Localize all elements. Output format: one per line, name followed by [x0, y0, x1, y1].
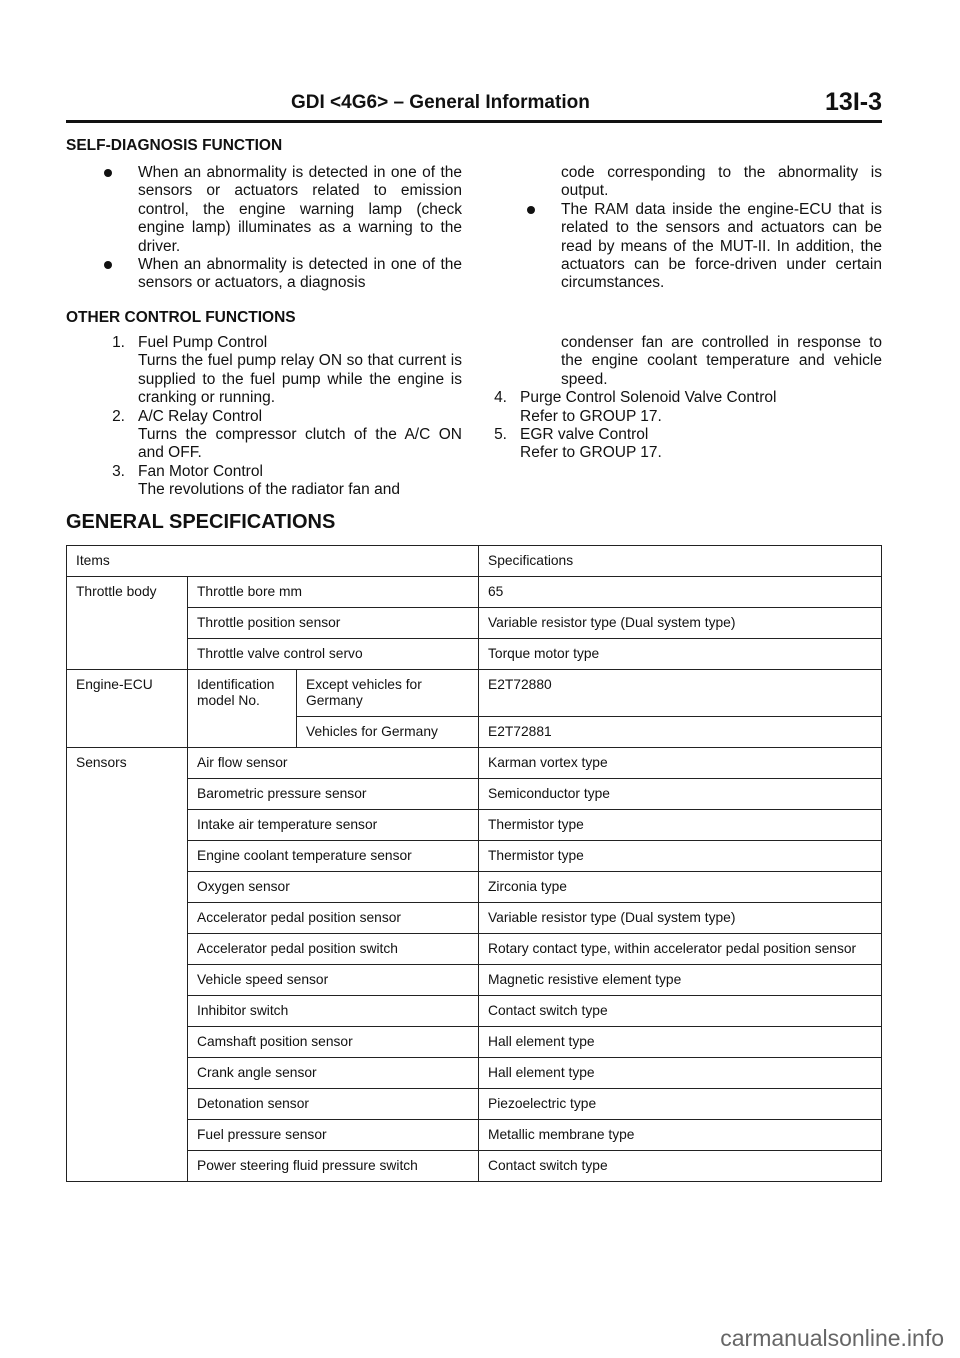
table-row	[67, 1089, 882, 1120]
continued-text	[520, 334, 882, 389]
spec-cell: E2T72881	[479, 717, 882, 748]
item-cell: Power steering fluid pressure switch	[188, 1151, 479, 1182]
item-cell: Crank angle sensor	[188, 1058, 479, 1089]
other-control-heading: OTHER CONTROL FUNCTIONS	[66, 309, 296, 326]
sub-item-cell: Except vehicles for Germany	[297, 670, 479, 717]
item-body: The revolutions of the radiator fan and	[138, 481, 400, 499]
table-row	[67, 748, 882, 779]
item-body: Refer to GROUP 17.	[520, 444, 662, 462]
table-row	[67, 779, 882, 810]
spec-cell: Karman vortex type	[479, 748, 882, 779]
list-item	[97, 164, 462, 256]
table-row	[67, 903, 882, 934]
spec-cell: Semiconductor type	[479, 779, 882, 810]
watermark[interactable]: carmanualsonline.info	[720, 1325, 944, 1351]
table-row	[67, 965, 882, 996]
other-control-right-column	[494, 334, 882, 463]
item-number: 1.	[112, 334, 125, 351]
item-number: 5.	[494, 426, 507, 444]
list-item	[97, 408, 462, 463]
table-row	[67, 1058, 882, 1089]
table-row	[67, 670, 882, 717]
bullet-icon	[527, 206, 535, 214]
spec-cell: Torque motor type	[479, 639, 882, 670]
spec-cell: Thermistor type	[479, 810, 882, 841]
group-cell: Sensors	[67, 748, 188, 1182]
list-item	[97, 256, 462, 293]
item-number: 4.	[494, 389, 507, 407]
continued-text-body: condenser fan are controlled in response to the engine coolant temperature and vehicle speed.	[561, 334, 882, 388]
spec-cell: 65	[479, 577, 882, 608]
spec-cell: Metallic membrane type	[479, 1120, 882, 1151]
self-diagnosis-left-column	[97, 164, 462, 293]
self-diagnosis-right-column	[520, 164, 882, 293]
item-title: EGR valve Control	[520, 426, 649, 444]
item-number: 2.	[112, 407, 125, 425]
item-body: Turns the compressor clutch of the A/C ON and OFF.	[138, 426, 462, 462]
spec-cell: Contact switch type	[479, 996, 882, 1027]
spec-cell: Piezoelectric type	[479, 1089, 882, 1120]
table-row	[67, 934, 882, 965]
table-row	[67, 1120, 882, 1151]
item-title: A/C Relay Control	[138, 407, 263, 425]
item-title: Purge Control Solenoid Valve Control	[520, 389, 777, 407]
table-row	[67, 810, 882, 841]
other-control-left-column	[97, 334, 462, 500]
table-row	[67, 1151, 882, 1182]
list-item	[479, 389, 882, 426]
spec-cell: E2T72880	[479, 670, 882, 717]
bullet-icon	[104, 261, 112, 269]
item-title: Fan Motor Control	[138, 462, 263, 480]
sub-item-cell: Vehicles for Germany	[297, 717, 479, 748]
page-header	[66, 88, 882, 123]
bullet-icon	[104, 169, 112, 177]
list-item	[520, 201, 882, 293]
list-item	[479, 426, 882, 463]
spec-cell: Rotary contact type, within accelerator pedal position sensor	[479, 934, 882, 965]
spec-cell: Thermistor type	[479, 841, 882, 872]
table-header-row	[67, 546, 882, 577]
item-title: Fuel Pump Control	[138, 334, 268, 351]
item-cell: Oxygen sensor	[188, 872, 479, 903]
bullet-text: When an abnormality is detected in one of the sensors or actuators, a diagnosis	[138, 256, 462, 292]
bullet-text: When an abnormality is detected in one of the sensors or actuators related to emission control, the engine warning lamp (check engine lamp) illuminates as a warning to the driver.	[138, 164, 462, 255]
continued-text-body: code corresponding to the abnormality is output.	[561, 164, 882, 200]
item-body: Turns the fuel pump relay ON so that current is supplied to the fuel pump while the engine is cranking or running.	[138, 352, 462, 407]
spec-cell: Magnetic resistive element type	[479, 965, 882, 996]
item-cell: Throttle position sensor	[188, 608, 479, 639]
item-cell: Accelerator pedal position switch	[188, 934, 479, 965]
table-row	[67, 872, 882, 903]
header-title: GDI <4G6> – General Information	[291, 92, 590, 113]
spec-cell: Hall element type	[479, 1058, 882, 1089]
item-cell: Accelerator pedal position sensor	[188, 903, 479, 934]
spec-cell: Variable resistor type (Dual system type)	[479, 903, 882, 934]
item-cell: Engine coolant temperature sensor	[188, 841, 479, 872]
item-body: Refer to GROUP 17.	[520, 407, 662, 425]
group-cell: Throttle body	[67, 577, 188, 670]
item-cell: Camshaft position sensor	[188, 1027, 479, 1058]
item-cell: Throttle bore mm	[188, 577, 479, 608]
spec-cell: Hall element type	[479, 1027, 882, 1058]
item-cell: Barometric pressure sensor	[188, 779, 479, 810]
items-column-header: Items	[67, 546, 479, 577]
table-row	[67, 996, 882, 1027]
table-row	[67, 841, 882, 872]
spec-cell: Variable resistor type (Dual system type)	[479, 608, 882, 639]
group-cell: Engine-ECU	[67, 670, 188, 748]
spec-cell: Contact switch type	[479, 1151, 882, 1182]
table-row	[67, 1027, 882, 1058]
continued-text	[520, 164, 882, 201]
item-cell: Throttle valve control servo	[188, 639, 479, 670]
self-diagnosis-heading: SELF-DIAGNOSIS FUNCTION	[66, 137, 283, 154]
item-cell: Vehicle speed sensor	[188, 965, 479, 996]
item-cell: Identification model No.	[188, 670, 297, 748]
item-number: 3.	[112, 462, 125, 480]
item-cell: Fuel pressure sensor	[188, 1120, 479, 1151]
list-item	[97, 334, 462, 408]
table-row	[67, 639, 882, 670]
item-cell: Air flow sensor	[188, 748, 479, 779]
item-cell: Intake air temperature sensor	[188, 810, 479, 841]
table-row	[67, 608, 882, 639]
general-specifications-heading: GENERAL SPECIFICATIONS	[66, 511, 336, 533]
table-row	[67, 577, 882, 608]
bullet-text: The RAM data inside the engine-ECU that is related to the sensors and actuators can be read by means of the MUT-II. In addition, the actuators can be force-driven under certain circumstances.	[561, 200, 882, 292]
list-item	[97, 463, 462, 500]
specifications-table	[66, 545, 882, 1182]
specifications-column-header: Specifications	[479, 546, 882, 577]
item-cell: Inhibitor switch	[188, 996, 479, 1027]
spec-cell: Zirconia type	[479, 872, 882, 903]
item-cell: Detonation sensor	[188, 1089, 479, 1120]
page-number: 13I-3	[825, 88, 882, 116]
